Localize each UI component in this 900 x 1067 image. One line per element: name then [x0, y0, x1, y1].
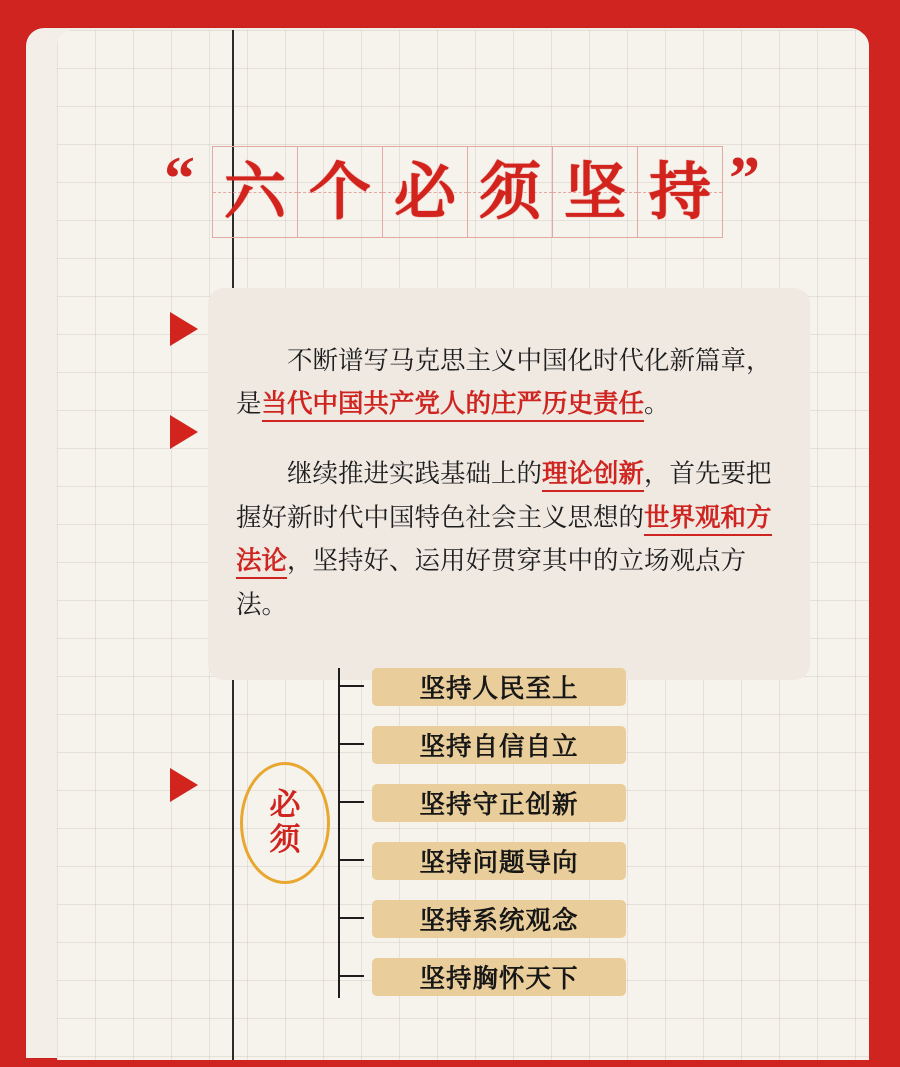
- list-item[interactable]: 坚持自信自立: [372, 726, 626, 764]
- quote-open-mark: “: [164, 145, 195, 213]
- list-item[interactable]: 坚持胸怀天下: [372, 958, 626, 996]
- paragraph-2: [236, 453, 784, 628]
- title-char-cell: [637, 146, 723, 238]
- para2-seg-highlight-2: 世界观和方法论: [236, 503, 772, 580]
- para2-seg-highlight-1: 理论创新: [542, 459, 644, 492]
- paragraph-1: [236, 340, 784, 428]
- triangle-bullet-icon: [170, 768, 198, 802]
- title-char-cell: [297, 146, 382, 238]
- para2-seg-plain-2: ，首先要把握好新时代中国特色社会主义思想的: [236, 458, 772, 533]
- para2-seg-plain-1: 继续推进实践基础上的: [287, 458, 543, 489]
- title-char-cell: [212, 146, 297, 238]
- para1-seg-highlight: 当代中国共产党人的庄严历史责任: [262, 389, 645, 422]
- title-char: 个: [308, 155, 371, 228]
- bixu-line-1: 必: [269, 787, 301, 824]
- title-character-grid: [212, 146, 723, 238]
- triangle-bullet-icon: [170, 312, 198, 346]
- bracket-tick: [340, 975, 364, 977]
- bixu-line-2: 须: [269, 822, 301, 858]
- para1-seg-plain: 不断谱写马克思主义中国化时代化新篇章，是: [236, 345, 772, 420]
- page-title: [150, 140, 760, 250]
- quote-close-mark: ”: [729, 145, 760, 213]
- bracket-tick: [340, 743, 364, 745]
- title-char: 坚: [563, 155, 626, 228]
- list-item[interactable]: 坚持系统观念: [372, 900, 626, 938]
- list-bracket: [338, 668, 366, 998]
- list-item[interactable]: 坚持人民至上: [372, 668, 626, 706]
- title-char: 六: [223, 155, 286, 228]
- list-item[interactable]: 坚持守正创新: [372, 784, 626, 822]
- bixu-circle-badge: [240, 762, 330, 884]
- principles-list: [372, 668, 626, 996]
- para2-seg-tail: ，坚持好、运用好贯穿其中的立场观点方法。: [236, 546, 747, 621]
- triangle-bullet-icon: [170, 415, 198, 449]
- bracket-tick: [340, 917, 364, 919]
- title-char: 持: [648, 155, 711, 228]
- bracket-tick: [340, 801, 364, 803]
- title-char-cell: [467, 146, 552, 238]
- bracket-tick: [340, 685, 364, 687]
- para1-seg-tail: 。: [644, 389, 670, 420]
- title-char-cell: [382, 146, 467, 238]
- list-item[interactable]: 坚持问题导向: [372, 842, 626, 880]
- title-char: 须: [478, 155, 541, 228]
- bracket-tick: [340, 859, 364, 861]
- title-char-cell: [552, 146, 637, 238]
- title-char: 必: [393, 155, 456, 228]
- paragraph-card: [208, 288, 810, 680]
